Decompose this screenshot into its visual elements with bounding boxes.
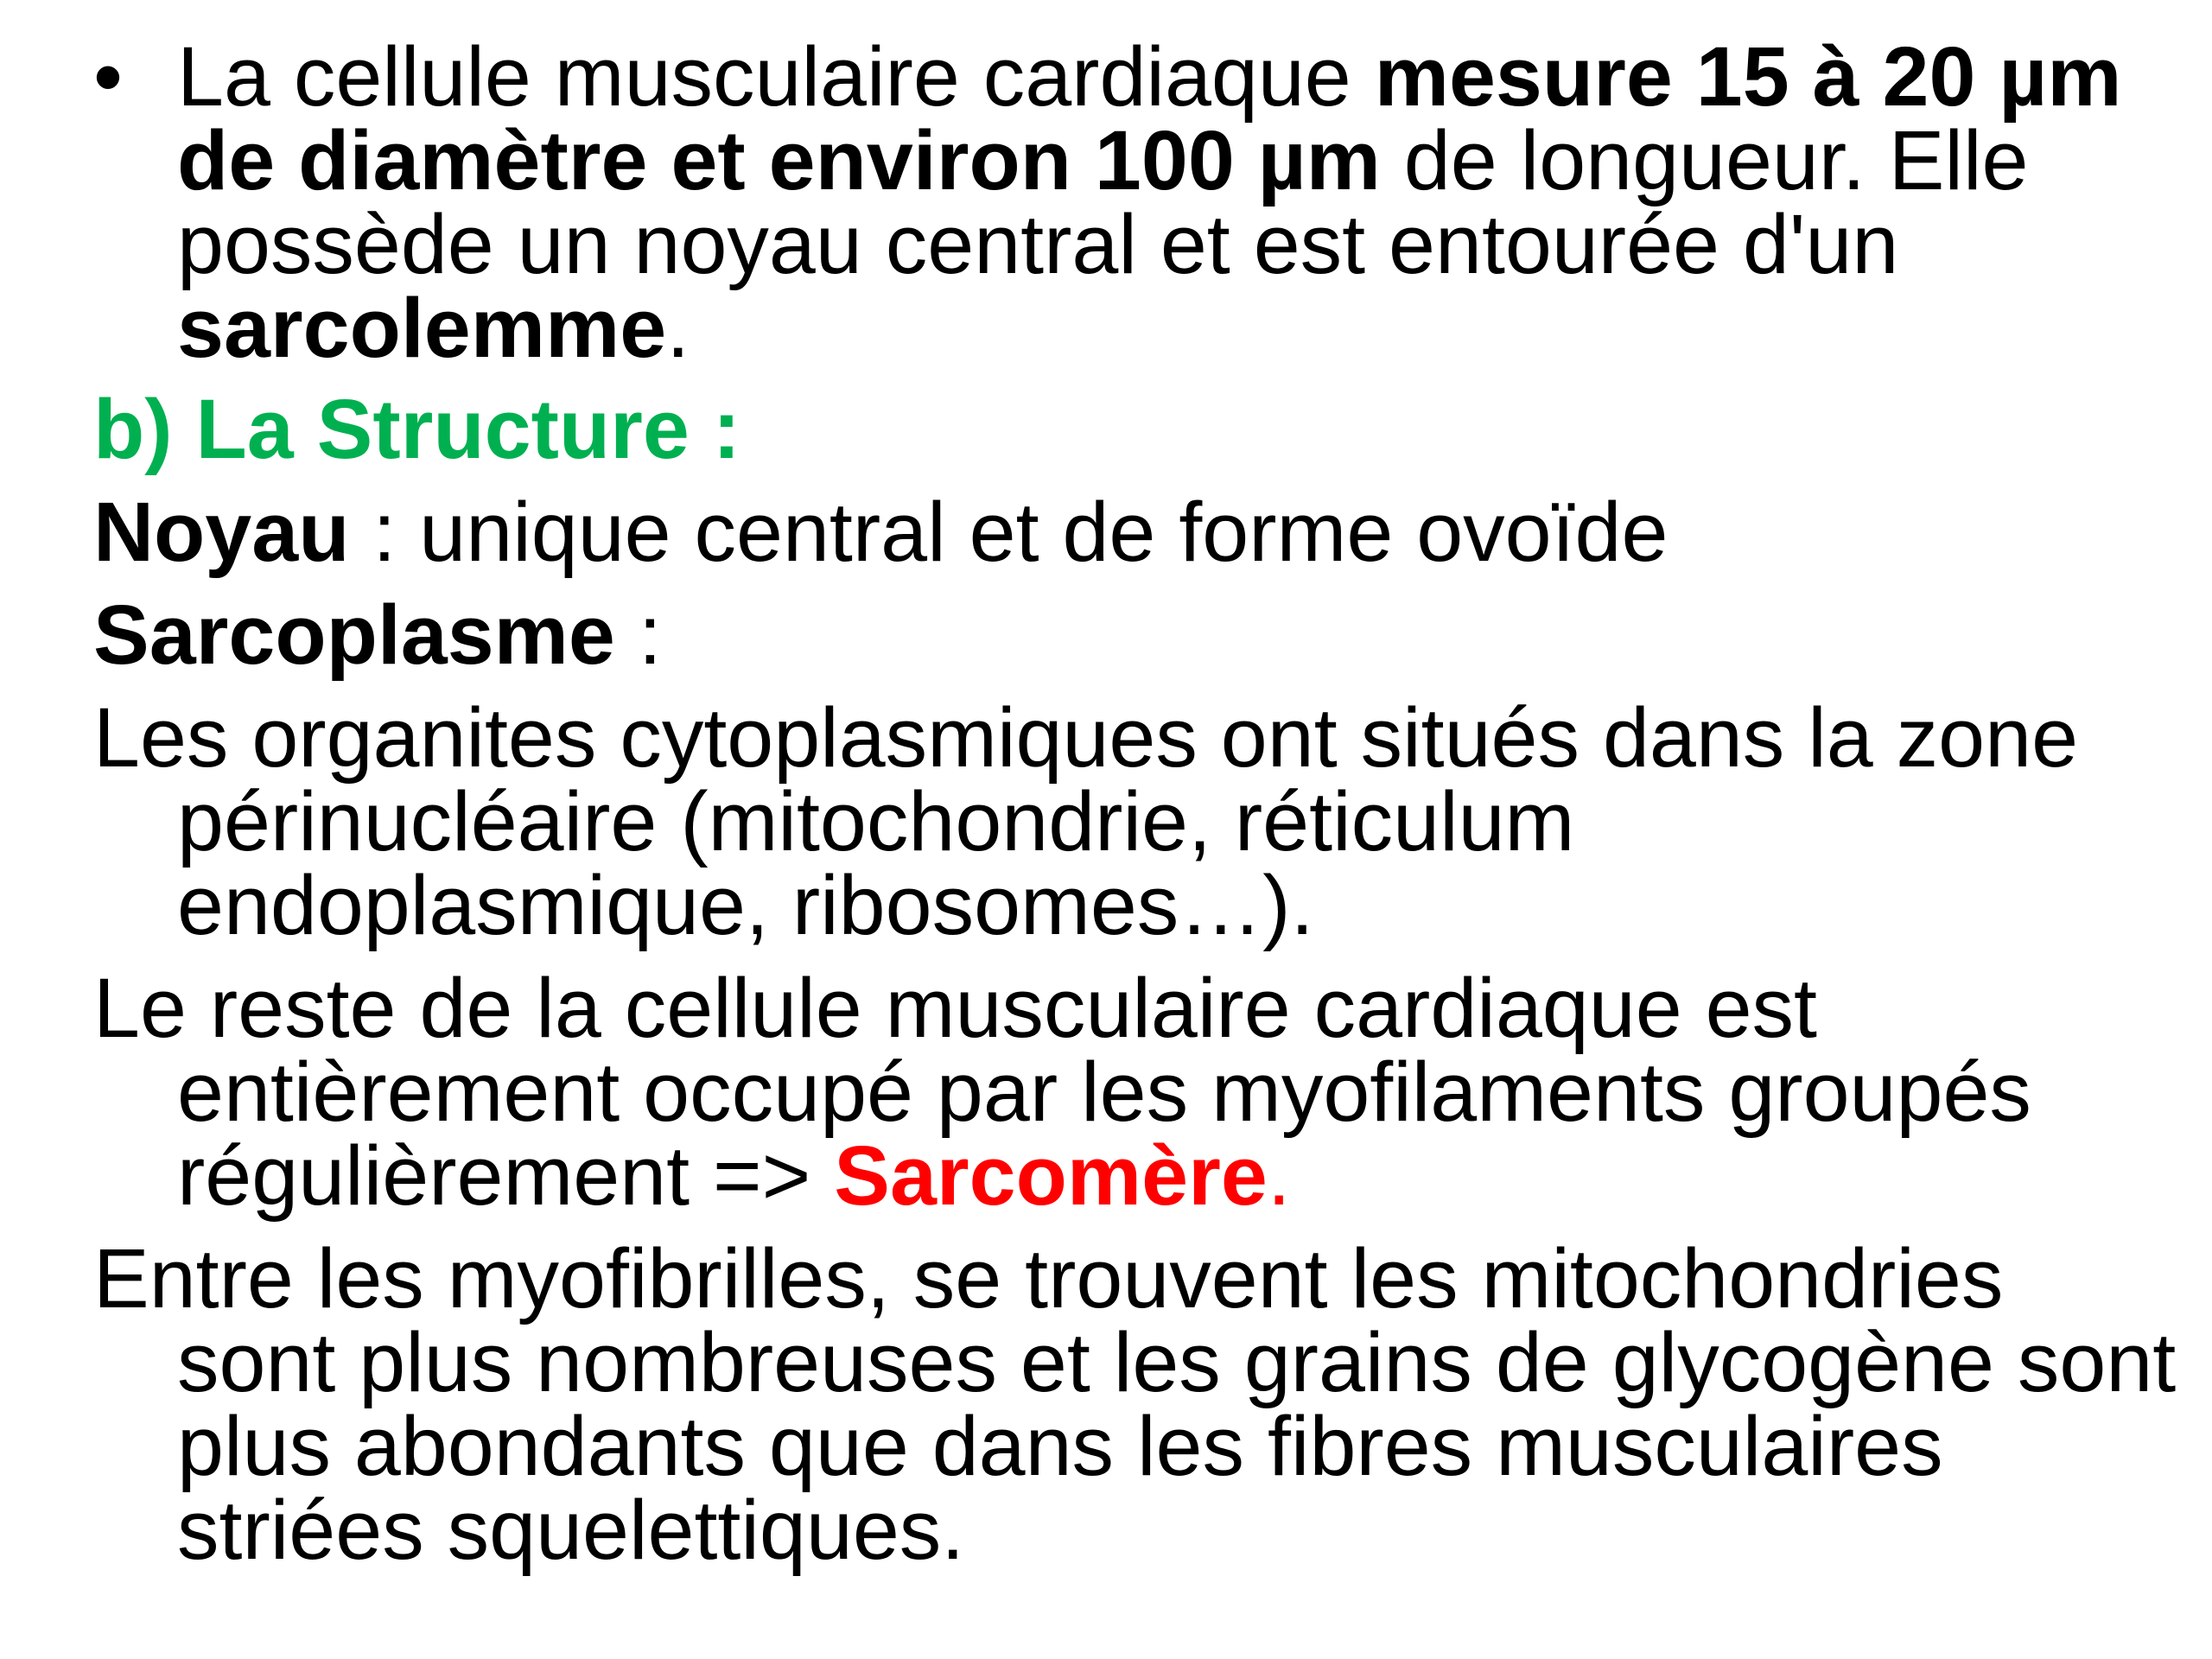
section-heading-structure: b) La Structure : xyxy=(93,382,741,476)
bullet-text-period: . xyxy=(666,281,690,375)
sarcomere-highlight: Sarcomère xyxy=(834,1128,1268,1223)
bullet-text-intro: La cellule musculaire cardiaque xyxy=(177,29,1375,124)
noyau-text: : unique central et de forme ovoïde xyxy=(349,485,1669,579)
reste-text: Le reste de la cellule musculaire cardiaque est entièrement occupé par les myofilaments groupés régulièrement => xyxy=(93,961,2031,1223)
bullet-text-sarcolemme: sarcolemme xyxy=(177,281,667,375)
slide-content xyxy=(93,29,2184,1577)
bullet-dot-icon: • xyxy=(93,29,123,124)
sarcoplasme-text: : xyxy=(614,588,662,682)
bullet-item-cell-size xyxy=(93,29,2184,375)
sarcomere-period: . xyxy=(1267,1128,1291,1223)
noyau-line xyxy=(93,485,2184,579)
paragraph-reste-cellule xyxy=(93,961,2184,1223)
noyau-label: Noyau xyxy=(93,485,350,579)
sarcoplasme-line xyxy=(93,588,2184,682)
bullet-text-nucleus: de longueur. Elle possède un noyau central et est entourée d'un xyxy=(177,113,2029,291)
paragraph-myofibrilles: Entre les myofibrilles, se trouvent les mitochondries sont plus nombreuses et les grains de glycogène sont plus abondants que dans les fibres musculaires striées squelettiques. xyxy=(93,1231,2177,1577)
sarcoplasme-label: Sarcoplasme xyxy=(93,588,615,682)
paragraph-organites: Les organites cytoplasmiques ont situés dans la zone périnucléaire (mitochondrie, réticulum endoplasmique, ribosomes…). xyxy=(93,690,2079,952)
bullet-text-dimensions: mesure 15 à 20 µm de diamètre et environ 100 µm xyxy=(177,29,2122,207)
